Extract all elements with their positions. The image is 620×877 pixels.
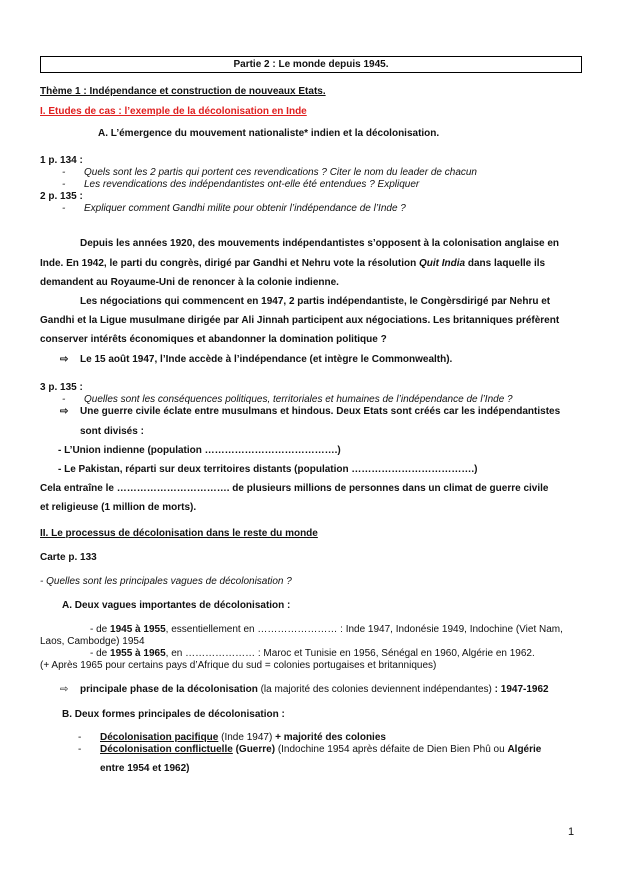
form-1-line: - Décolonisation pacifique (Inde 1947) + majorité des colonies xyxy=(78,732,386,743)
wave-1-line-2: Laos, Cambodge) 1954 xyxy=(40,636,145,647)
conclusion-arrow-3: ⇨ principale phase de la décolonisation (la majorité des colonies deviennent indépendantes) : 1947-1962 xyxy=(60,684,549,695)
carte-reference: Carte p. 133 xyxy=(40,552,97,563)
arrow-icon: ⇨ xyxy=(60,406,69,417)
pakistan-line: - Le Pakistan, réparti sur deux territoires distants (population ……………………………….) xyxy=(58,464,478,475)
question-1b: - Les revendications des indépendantistes ont-elle été entendues ? Expliquer xyxy=(62,179,420,190)
question-3-heading: 3 p. 135 : xyxy=(40,382,83,393)
question-vagues: - Quelles sont les principales vagues de décolonisation ? xyxy=(40,576,292,587)
paragraph-1-line-1: Depuis les années 1920, des mouvements indépendantistes s’opposent à la colonisation anglaise en xyxy=(80,238,560,249)
question-1a: - Quels sont les 2 partis qui portent ces revendications ? Citer le nom du leader de chacun xyxy=(62,167,477,178)
section-1-heading: I. Etudes de cas : l’exemple de la décolonisation en Inde xyxy=(40,106,307,117)
theme-heading: Thème 1 : Indépendance et construction de nouveaux Etats. xyxy=(40,86,326,97)
conclusion-arrow-2: ⇨ Une guerre civile éclate entre musulmans et hindous. Deux Etats sont créés car les indépendantistes xyxy=(60,406,561,417)
wave-2-line: - de 1955 à 1965, en ………………… : Maroc et Tunisie en 1956, Sénégal en 1960, Algérie en 1962. xyxy=(90,648,535,659)
form-2-line-2: entre 1954 et 1962) xyxy=(100,763,190,774)
page-title: Partie 2 : Le monde depuis 1945. xyxy=(40,56,582,73)
consequence-line-2: et religieuse (1 million de morts). xyxy=(40,502,197,513)
paragraph-1-line-2: Inde. En 1942, le parti du congrès, dirigé par Gandhi et Nehru vote la résolution Quit India dans laquelle ils xyxy=(40,258,546,269)
question-1-heading: 1 p. 134 : xyxy=(40,155,83,166)
paragraph-2-line-1: Les négociations qui commencent en 1947, 2 partis indépendantiste, le Congèrsdirigé par Nehru et xyxy=(80,296,551,307)
form-2-line: - Décolonisation conflictuelle (Guerre) (Indochine 1954 après défaite de Dien Bien Phû ou Algérie xyxy=(78,744,542,755)
question-2-heading: 2 p. 135 : xyxy=(40,191,83,202)
subsection-a-heading: A. L’émergence du mouvement nationaliste* indien et la décolonisation. xyxy=(98,128,440,139)
subsection-a2-heading: A. Deux vagues importantes de décolonisation : xyxy=(62,600,291,611)
conclusion-arrow-2-line-2: sont divisés : xyxy=(80,426,144,437)
subsection-b-heading: B. Deux formes principales de décolonisation : xyxy=(62,709,285,720)
section-2-heading: II. Le processus de décolonisation dans le reste du monde xyxy=(40,528,318,539)
page-number: 1 xyxy=(568,826,575,838)
consequence-line-1: Cela entraîne le ……………………………. de plusieurs millions de personnes dans un climat de guerre civile xyxy=(40,483,549,494)
paragraph-1-line-3: demandent au Royaume-Uni de renoncer à la colonie indienne. xyxy=(40,277,339,288)
union-indienne-line: - L’Union indienne (population ………………………………….) xyxy=(58,445,341,456)
paragraph-2-line-2: Gandhi et la Ligue musulmane dirigée par Ali Jinnah participent aux négociations. Les britanniques préfèrent xyxy=(40,315,560,326)
conclusion-arrow-1: ⇨ Le 15 août 1947, l’Inde accède à l’indépendance (et intègre le Commonwealth). xyxy=(60,354,453,365)
question-2a: - Expliquer comment Gandhi milite pour obtenir l’indépendance de l’Inde ? xyxy=(62,203,406,214)
wave-note: (+ Après 1965 pour certains pays d’Afrique du sud = colonies portugaises et britanniques) xyxy=(40,660,437,671)
arrow-icon: ⇨ xyxy=(60,354,69,365)
wave-1-line-1: - de 1945 à 1955, essentiellement en …………………… : Inde 1947, Indonésie 1949, Indochine (Viet Nam, xyxy=(90,624,563,635)
question-3a: - Quelles sont les conséquences politiques, territoriales et humaines de l’indépendance de l’Inde ? xyxy=(62,394,513,405)
arrow-icon: ⇨ xyxy=(60,684,69,695)
paragraph-2-line-3: conserver intérêts économiques et abandonner la domination politique ? xyxy=(40,334,387,345)
